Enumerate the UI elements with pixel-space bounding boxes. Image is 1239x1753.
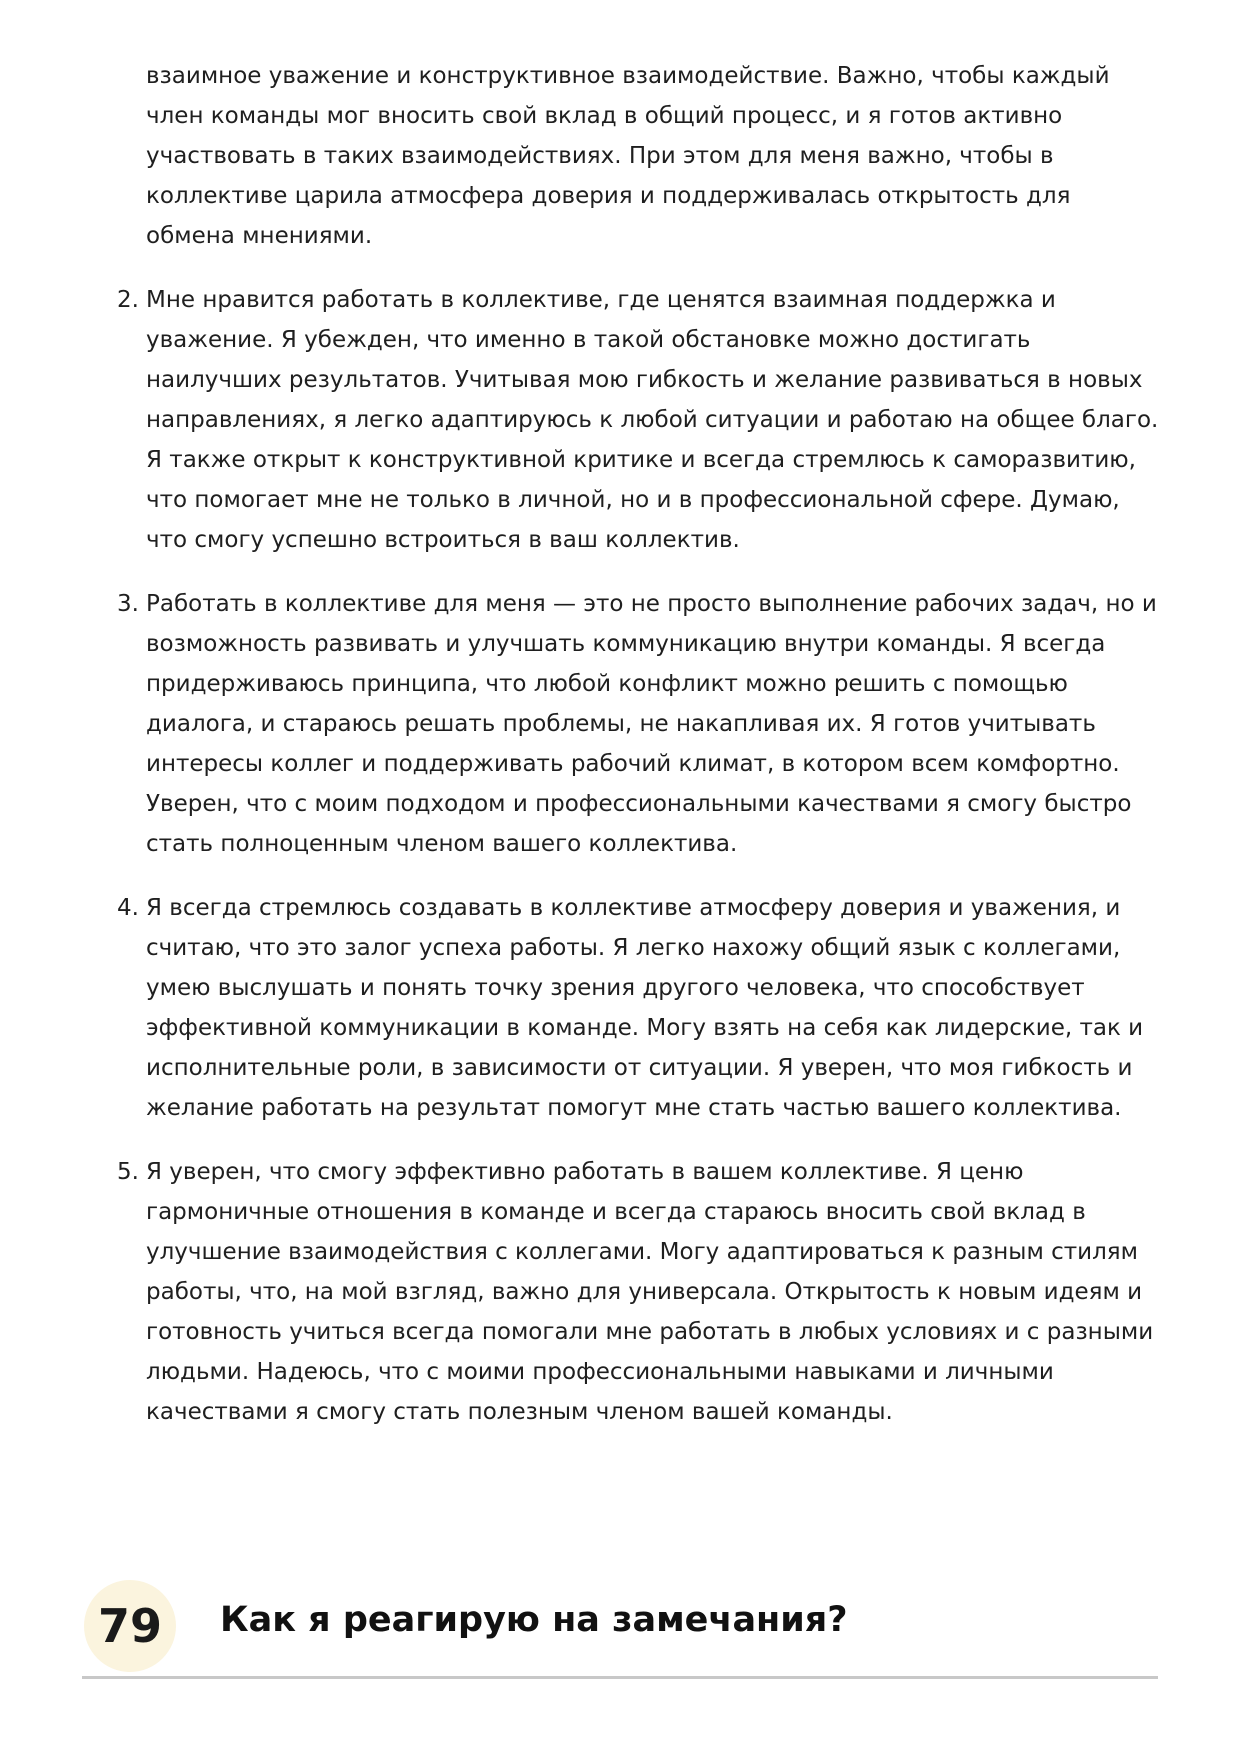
list-item-number: 2. xyxy=(117,287,139,313)
list-item-5 xyxy=(0,1152,1239,1432)
list-item-text: Работать в коллективе для меня — это не просто выполнение рабочих задач, но и возможность развивать и улучшать коммуникацию внутри команды. Я всегда придерживаюсь принципа, что любой конфликт можно решить с помощью диалога, и стараюсь решать проблемы, не накапливая их. Я готов учитывать интересы коллег и поддерживать рабочий климат, в котором всем комфортно. Уверен, что с моим подходом и профессиональными качествами я смогу быстро стать полноценным членом вашего коллектива. xyxy=(146,591,1157,857)
section-number-badge: 79 xyxy=(84,1580,176,1672)
list-item-number: 3. xyxy=(117,591,139,617)
list-item-text: Мне нравится работать в коллективе, где ценятся взаимная поддержка и уважение. Я убежден, что именно в такой обстановке можно достигать наилучших результатов. Учитывая мою гибкость и желание развиваться в новых направлениях, я легко адаптируюсь к любой ситуации и работаю на общее благо. Я также открыт к конструктивной критике и всегда стремлюсь к саморазвитию, что помогает мне не только в личной, но и в профессиональной сфере. Думаю, что смогу успешно встроиться в ваш коллектив. xyxy=(146,287,1159,553)
list-item-text: Я уверен, что смогу эффективно работать в вашем коллективе. Я ценю гармоничные отношения в команде и всегда стараюсь вносить свой вклад в улучшение взаимодействия с коллегами. Могу адаптироваться к разным стилям работы, что, на мой взгляд, важно для универсала. Открытость к новым идеям и готовность учиться всегда помогали мне работать в любых условиях и с разными людьми. Надеюсь, что с моими профессиональными навыками и личными качествами я смогу стать полезным членом вашей команды. xyxy=(146,1159,1154,1425)
section-header xyxy=(82,1572,1158,1679)
list-item-number: 5. xyxy=(117,1159,139,1185)
list-item-2 xyxy=(0,280,1239,560)
document-body xyxy=(0,56,1239,1456)
list-item-3 xyxy=(0,584,1239,864)
list-item-4 xyxy=(0,888,1239,1128)
list-item-number: 4. xyxy=(117,895,139,921)
section-title: Как я реагирую на замечания? xyxy=(220,1600,848,1640)
list-item-text: Я всегда стремлюсь создавать в коллективе атмосферу доверия и уважения, и считаю, что это залог успеха работы. Я легко нахожу общий язык с коллегами, умею выслушать и понять точку зрения другого человека, что способствует эффективной коммуникации в команде. Могу взять на себя как лидерские, так и исполнительные роли, в зависимости от ситуации. Я уверен, что моя гибкость и желание работать на результат помогут мне стать частью вашего коллектива. xyxy=(146,895,1144,1121)
paragraph-text: взаимное уважение и конструктивное взаимодействие. Важно, чтобы каждый член команды мог вносить свой вклад в общий процесс, и я готов активно участвовать в таких взаимодействиях. При этом для меня важно, чтобы в коллективе царила атмосфера доверия и поддерживалась открытость для обмена мнениями. xyxy=(146,63,1110,249)
paragraph-continuation xyxy=(0,56,1239,256)
